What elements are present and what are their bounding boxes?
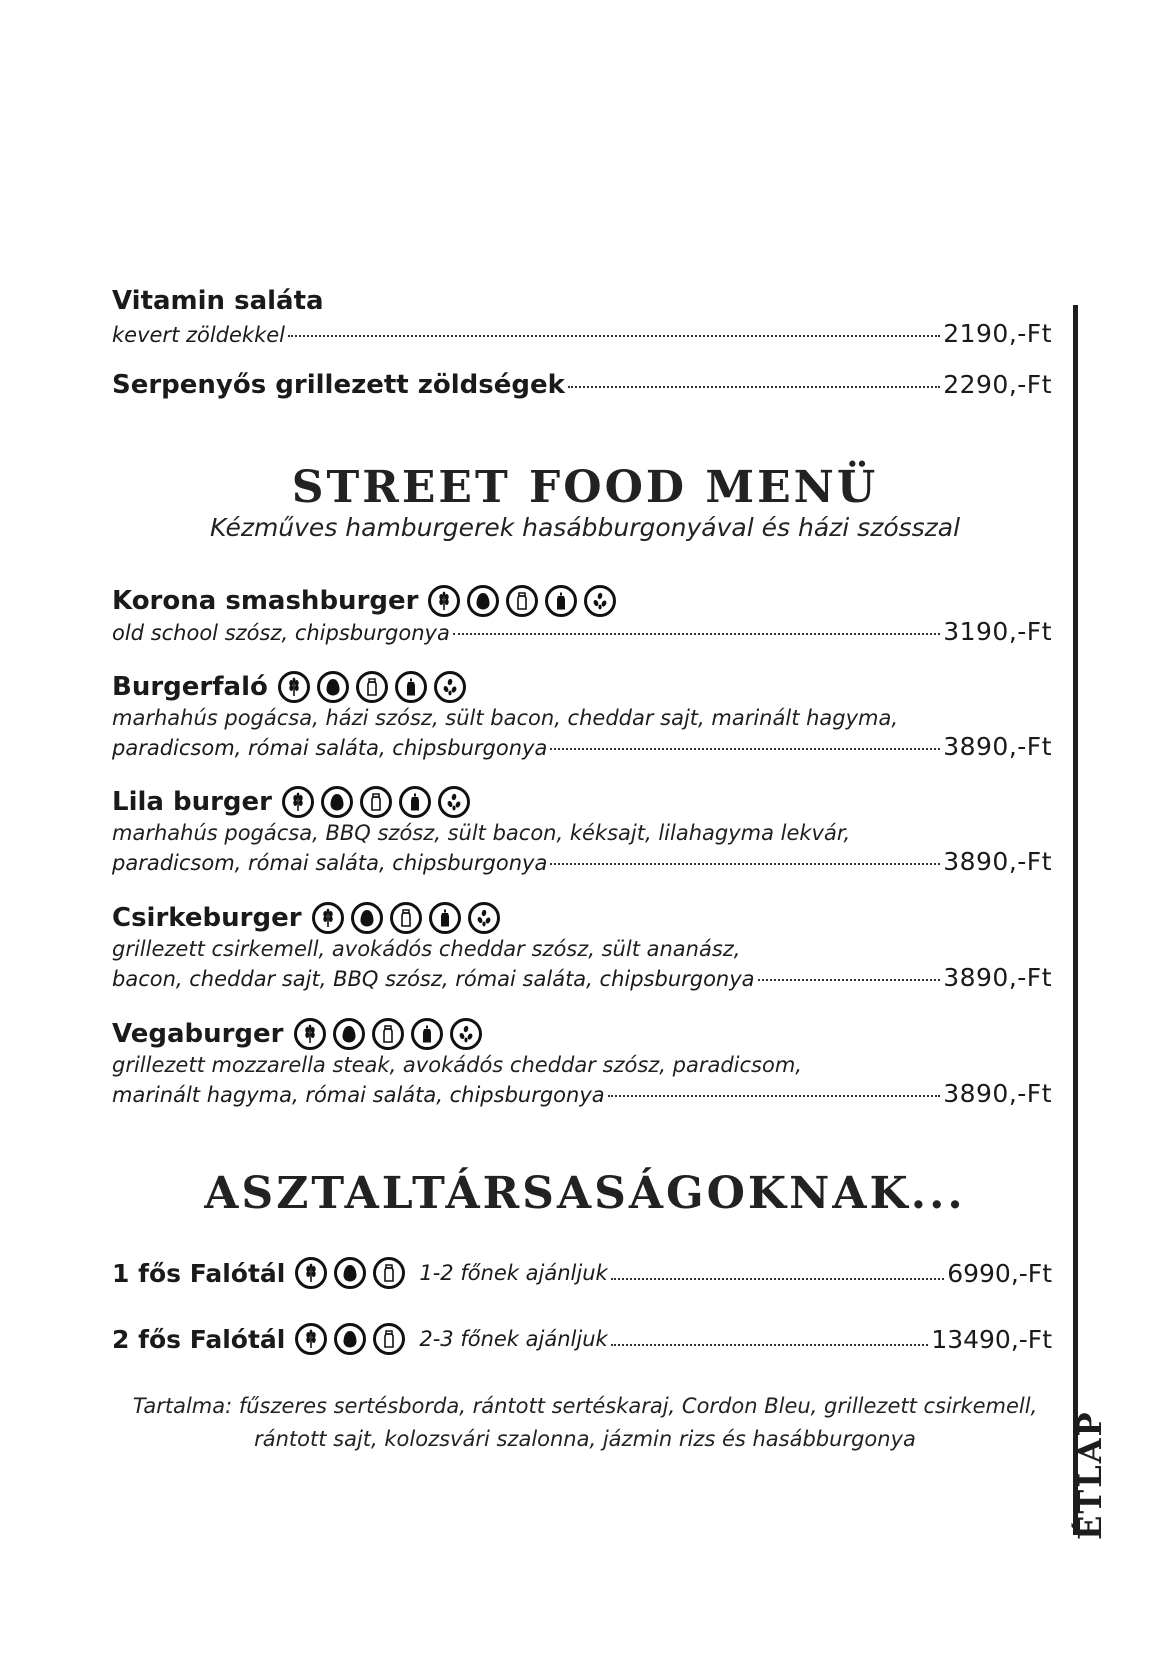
item-title: Lila burger: [112, 787, 272, 817]
item-description: old school szósz, chipsburgonya: [112, 621, 450, 645]
sesame-icon: [438, 786, 470, 818]
section-subheading: Kézműves hamburgerek hasábburgonyával és házi szósszal: [209, 513, 961, 542]
item-title: Csirkeburger: [112, 903, 302, 933]
mustard-icon: [545, 585, 577, 617]
sesame-icon: [468, 902, 500, 934]
dot-leader: [608, 1095, 941, 1097]
item-price: 3190,-Ft: [943, 617, 1052, 646]
item-description: paradicsom, római saláta, chipsburgonya: [112, 851, 548, 875]
egg-icon: [334, 1257, 366, 1289]
sesame-icon: [584, 585, 616, 617]
milk-icon: [356, 671, 388, 703]
item-title-vitamin-salata: Vitamin saláta: [112, 286, 324, 316]
sesame-icon: [434, 671, 466, 703]
item-price: 3890,-Ft: [943, 963, 1052, 992]
dot-leader: [611, 1278, 945, 1280]
item-price: 2290,-Ft: [943, 370, 1052, 399]
item-title: Korona smashburger: [112, 586, 419, 616]
gluten-icon: [294, 1018, 326, 1050]
milk-icon: [390, 902, 422, 934]
item-description: marinált hagyma, római saláta, chipsburgonya: [112, 1083, 605, 1107]
item-price: 2190,-Ft: [943, 319, 1052, 348]
item-title: Burgerfaló: [112, 672, 268, 702]
item-price: 6990,-Ft: [947, 1258, 1052, 1288]
burger-item-vega: [112, 1018, 482, 1050]
gluten-icon: [278, 671, 310, 703]
platter-item-2: [112, 1319, 1052, 1359]
milk-icon: [506, 585, 538, 617]
price-line: [112, 963, 1052, 995]
burger-item-korona: [112, 585, 616, 617]
item-note: 1-2 főnek ajánljuk: [419, 1261, 608, 1285]
milk-icon: [373, 1257, 405, 1289]
platter-contents-line: rántott sajt, kolozsvári szalonna, jázmin rizs és hasábburgonya: [254, 1427, 916, 1451]
egg-icon: [317, 671, 349, 703]
milk-icon: [373, 1323, 405, 1355]
item-price: 3890,-Ft: [943, 732, 1052, 761]
mustard-icon: [429, 902, 461, 934]
dot-leader: [568, 386, 940, 388]
price-line: [112, 847, 1052, 879]
allergen-icons: [294, 1018, 482, 1050]
platter-contents: [0, 1390, 1170, 1456]
allergen-icons: [428, 585, 616, 617]
dot-leader: [611, 1344, 929, 1346]
milk-icon: [372, 1018, 404, 1050]
price-line-serpenyos: [112, 370, 1052, 402]
dot-leader: [550, 863, 940, 865]
allergen-icons: [295, 1323, 405, 1355]
gluten-icon: [428, 585, 460, 617]
gluten-icon: [295, 1257, 327, 1289]
mustard-icon: [411, 1018, 443, 1050]
mustard-icon: [395, 671, 427, 703]
item-price: 3890,-Ft: [943, 1079, 1052, 1108]
dot-leader: [758, 979, 941, 981]
egg-icon: [351, 902, 383, 934]
allergen-icons: [295, 1257, 405, 1289]
item-description: kevert zöldekkel: [112, 323, 286, 347]
burger-item-burgerfalo: [112, 671, 466, 703]
egg-icon: [333, 1018, 365, 1050]
section-heading-street-food: STREET FOOD MENÜ: [291, 462, 879, 513]
allergen-icons: [278, 671, 466, 703]
egg-icon: [467, 585, 499, 617]
item-description: marhahús pogácsa, BBQ szósz, sült bacon, kéksajt, lilahagyma lekvár,: [112, 821, 851, 845]
item-note: 2-3 főnek ajánljuk: [419, 1327, 608, 1351]
mustard-icon: [399, 786, 431, 818]
section-heading-groups: ASZTALTÁRSASÁGOKNAK...: [204, 1168, 966, 1219]
gluten-icon: [295, 1323, 327, 1355]
item-price: 3890,-Ft: [943, 847, 1052, 876]
item-title-serpenyos: Serpenyős grillezett zöldségek: [112, 370, 565, 400]
gluten-icon: [282, 786, 314, 818]
sesame-icon: [450, 1018, 482, 1050]
price-line: [112, 732, 1052, 764]
egg-icon: [321, 786, 353, 818]
item-price: 13490,-Ft: [931, 1324, 1052, 1354]
gluten-icon: [312, 902, 344, 934]
allergen-icons: [282, 786, 470, 818]
item-description: paradicsom, római saláta, chipsburgonya: [112, 736, 548, 760]
dot-leader: [550, 748, 940, 750]
burger-item-lila: [112, 786, 470, 818]
dot-leader: [453, 633, 940, 635]
side-rule: [1073, 305, 1078, 1535]
item-description: marhahús pogácsa, házi szósz, sült bacon, cheddar sajt, marinált hagyma,: [112, 706, 899, 730]
dot-leader: [288, 335, 940, 337]
item-title: 1 fős Falótál: [112, 1258, 286, 1288]
price-line: [112, 1079, 1052, 1111]
milk-icon: [360, 786, 392, 818]
item-title: 2 fős Falótál: [112, 1324, 286, 1354]
side-label-etlap: ÉTLAP: [1071, 1410, 1109, 1540]
allergen-icons: [312, 902, 500, 934]
item-description: grillezett csirkemell, avokádós cheddar szósz, sült ananász,: [112, 937, 741, 961]
price-line: [112, 617, 1052, 649]
platter-contents-line: Tartalma: fűszeres sertésborda, rántott sertéskaraj, Cordon Bleu, grillezett csirkemell,: [132, 1394, 1038, 1418]
burger-item-csirke: [112, 902, 500, 934]
item-description: bacon, cheddar sajt, BBQ szósz, római saláta, chipsburgonya: [112, 967, 755, 991]
item-title: Vegaburger: [112, 1019, 284, 1049]
price-line-vitamin-salata: [112, 319, 1052, 351]
item-description: grillezett mozzarella steak, avokádós cheddar szósz, paradicsom,: [112, 1053, 802, 1077]
egg-icon: [334, 1323, 366, 1355]
platter-item-1: [112, 1253, 1052, 1293]
